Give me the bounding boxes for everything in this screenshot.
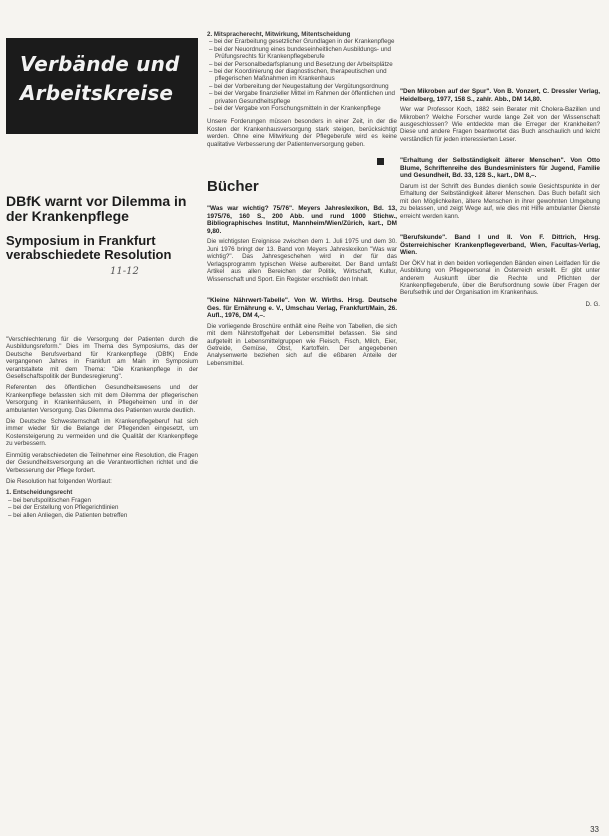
books-section-title: Bücher xyxy=(207,178,259,196)
resolution-subitem: – bei der Vergabe von Forschungsmitteln in der Krankenpflege xyxy=(209,105,381,113)
book-review-text: Darum ist der Schrift des Bundes dienlich sowie Gesichtspunkte in der Erhaltung der Selbständigkeit älterer Menschen. Das Buch befaßt sich mit den Möglichkeiten, ältere Menschen in ihrer gewohnten Umgebung zu belassen, und zeigt Wege auf, wie dies mit Hilfe ambulanter Dienste erreicht werden kann. xyxy=(400,183,600,220)
book-review xyxy=(400,88,600,143)
book-review-text: Wer war Professor Koch, 1882 sein Berater mit Cholera-Bazillen und Mikroben? Welche Forscher wurde lange Zeit von der Wissenschaft ausgeschlossen? Wie entdeckte man die Erreger der Krankheiten? Diese und andere Fragen beantwortet das Buch anschaulich und leicht verständlich für jeden interessierten Leser. xyxy=(400,106,600,143)
handwritten-note: 11-12 xyxy=(110,266,139,277)
resolution-subitem: – bei der Erarbeitung gesetzlicher Grundlagen in der Krankenpflege xyxy=(209,38,395,46)
page-number: 33 xyxy=(590,825,599,834)
resolution-item-title: 2. Mitspracherecht, Mitwirkung, Mitentscheidung xyxy=(207,31,351,38)
banner-title-line-2: Arbeitskreise xyxy=(20,81,174,105)
resolution-subitem: – bei berufspolitischen Fragen xyxy=(8,496,91,504)
book-review-text: Die wichtigsten Ereignisse zwischen dem 1. Juli 1975 und dem 30. Juni 1976 bringt der 13. Band von Meyers Jahreslexikon "Was war wichtig?". Das Jahresgeschehen wird in der für das Verlagsprogramm typischen Weise aufbereitet. Der Band umfaßt Artikel aus allen Bereichen der Politik, Wirtschaft, Kultur, Wissenschaft und Sport. Ein Register erschließt den Inhalt. xyxy=(207,238,397,283)
resolution-subitem: – bei allen Anliegen, die Patienten betreffen xyxy=(8,511,128,519)
resolution-subitems xyxy=(207,38,397,112)
banner-title-line-1: Verbände und xyxy=(20,52,180,76)
book-review xyxy=(400,234,600,308)
article-headline: DBfK warnt vor Dilemma in der Krankenpflege xyxy=(6,193,187,224)
book-review-header: "Kleine Nährwert-Tabelle". Von W. Wirths. Hrsg. Deutsche Ges. für Ernährung e. V., Umschau Verlag, Frankfurt/Main, 26. Aufl., 1976, DM 4,–. xyxy=(207,296,397,320)
resolution-subitems xyxy=(6,497,198,519)
book-review-header: "Berufskunde". Band I und II. Von F. Dittrich, Hrsg. Österreichischer Krankenpflegeverband, Wien, Facultas-Verlag, Wien. xyxy=(400,234,600,257)
article-paragraph: Die Resolution hat folgenden Wortlaut: xyxy=(6,477,112,485)
article-column-1 xyxy=(6,138,198,828)
resolution-list xyxy=(6,489,198,519)
end-of-article-mark xyxy=(377,158,384,165)
article-subheadline: Symposium in Frankfurt verabschiedete Resolution xyxy=(6,233,172,262)
article-column-3 xyxy=(400,28,600,828)
resolution-item xyxy=(207,31,397,112)
book-review-text: Der ÖKV hat in den beiden vorliegenden Bänden einen Leitfaden für die Ausbildung von Pflegepersonal in Österreich erstellt. Er gibt unter anderem Auskunft über die Rechte und Pflichten der Krankenpflegeberufe, über die Berufsordnung sowie über Fragen der Berufsethik und der Organisation im Krankenhaus. xyxy=(400,259,600,297)
section-banner xyxy=(6,38,198,134)
book-review xyxy=(400,157,600,220)
book-review xyxy=(207,205,397,283)
resolution-subitem: – bei der Vergabe finanzieller Mittel im Rahmen der öffentlichen und privaten Gesundheitspflege xyxy=(209,90,395,105)
article-paragraph: Die Deutsche Schwesternschaft im Krankenpflegeberuf hat sich immer wieder für die Belange der Pflegenden eingesetzt, um Kostensteigerung zu vermeiden und die Qualität der Krankenpflege zu verbessern. xyxy=(6,418,198,448)
book-review-header: "Was war wichtig? 75/76". Meyers Jahreslexikon, Bd. 13, 1975/76, 160 S., 200 Abb. und rund 1000 Stichw., Bibliographisches Institut, Mannheim/Wien/Zürich, kart., DM 9,80. xyxy=(207,205,397,235)
resolution-item-title: 1. Entscheidungsrecht xyxy=(6,489,73,497)
article-paragraph: "Verschlechterung für die Versorgung der Patienten durch die Ausbildungsreform." Dies im Thema des Symposiums, das der Deutsche Berufsverband für Krankenpflege (DBfK) Ende vergangenen Jahres in Frankfurt am Main im Symposium verantstaltete mit dem Thema: "Die Krankenpflege in der Gesellschaftspolitik der Bundesregierung". xyxy=(6,336,198,381)
book-review xyxy=(207,297,397,367)
book-review-header: "Den Mikroben auf der Spur". Von B. Vonzert, C. Dressler Verlag, Heidelberg, 1977, 158 S., zahlr. Abb., DM 14,80. xyxy=(400,88,600,103)
resolution-subitem: – bei der Neuordnung eines bundeseinheitlichen Ausbildungs- und Prüfungsrechts für Krankenpflegeberufe xyxy=(209,45,391,61)
article-column-2 xyxy=(207,28,397,828)
review-signature: D. G. xyxy=(585,300,600,308)
resolution-list-continued xyxy=(207,31,397,112)
book-review-header: "Erhaltung der Selbständigkeit älterer Menschen". Von Otto Blume, Schriftenreihe des Bundesministers für Jugend, Familie und Gesundheit, Bd. 33, 128 S., kart., DM 8,–. xyxy=(400,157,600,180)
resolution-item xyxy=(6,489,198,519)
resolution-subitem: – bei der Vorbereitung der Neugestaltung der Vergütungsordnung xyxy=(209,82,389,90)
article-closing-paragraph: Unsere Forderungen müssen besonders in einer Zeit, in der die Kosten der Krankenhausversorgung stark steigen, berücksichtigt werden. Ohne eine Mitwirkung der Pflegeberufe wird es keine qualitative Verbesserung der Patientenversorgung geben. xyxy=(207,118,397,148)
book-review-text: Die vorliegende Broschüre enthält eine Reihe von Tabellen, die sich mit dem Nährstoffgehalt der Lebensmittel befassen. Sie sind aufgeteilt in Lebensmittelgruppen wie Fleisch, Fisch, Milch, Eier, Getreide, Gemüse, Obst, Kartoffeln. Der angegebenen Analysenwerte beziehen sich auf die eßbaren Anteile der Lebensmittel. xyxy=(207,322,397,367)
resolution-subitem: – bei der Personalbedarfsplanung und Besetzung der Arbeitsplätze xyxy=(209,60,393,68)
resolution-subitem: – bei der Erstellung von Pflegerichtlinien xyxy=(8,504,119,512)
article-paragraph: Einmütig verabschiedeten die Teilnehmer eine Resolution, die Fragen der Gesundheitsversorgung an die Verantwortlichen richtet und die Verbesserung der Pflege fordert. xyxy=(6,451,198,474)
article-paragraph: Referenten des öffentlichen Gesundheitswesens und der Krankenpflege befassten sich mit dem Dilemma der pflegerischen Versorgung in Krankenhäusern, in Pflegeheimen und in der ambulanten Versorgung. Das Dilemma des Patienten wurde deutlich. xyxy=(6,384,198,414)
resolution-subitem: – bei der Koordinierung der diagnostischen, therapeutischen und pflegerischen Maßnahmen im Krankenhaus xyxy=(209,68,387,83)
